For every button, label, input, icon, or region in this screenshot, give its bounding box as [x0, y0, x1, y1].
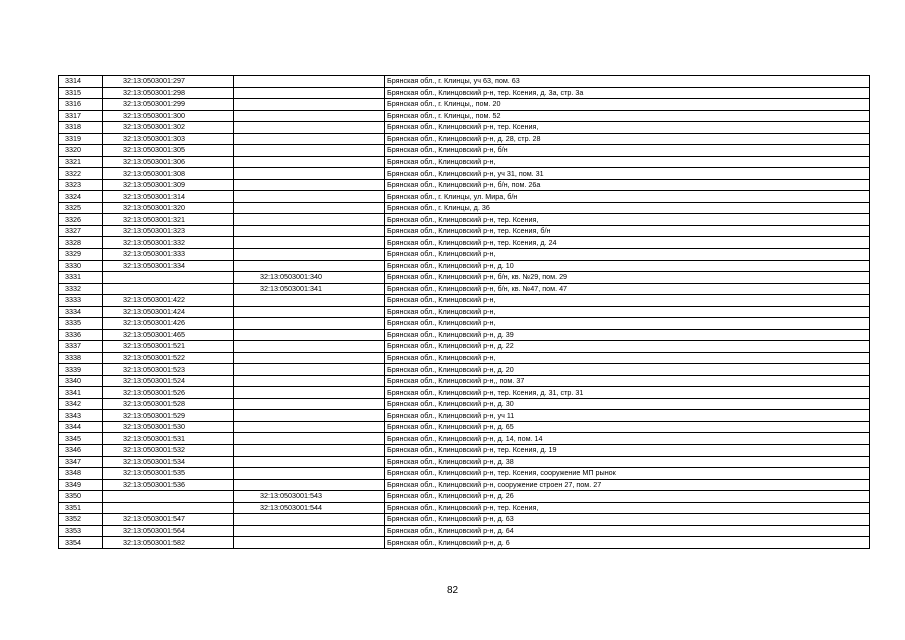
row-number-cell: 3325: [59, 202, 103, 214]
cadastral-number-cell: 32:13:0503001:300: [103, 110, 234, 122]
address-cell: Брянская обл., Клинцовский р-н, тер. Ксения, д. 24: [385, 237, 870, 249]
row-number-cell: 3328: [59, 237, 103, 249]
cadastral-number-cell: 32:13:0503001:521: [103, 341, 234, 353]
linked-cadastral-number-cell: [234, 248, 385, 260]
linked-cadastral-number-cell: 32:13:0503001:543: [234, 491, 385, 503]
table-row: [59, 491, 870, 503]
cadastral-number-cell: [103, 283, 234, 295]
table-row: [59, 99, 870, 111]
table-row: [59, 341, 870, 353]
linked-cadastral-number-cell: [234, 433, 385, 445]
table-row: [59, 537, 870, 549]
cadastral-number-cell: [103, 272, 234, 284]
cadastral-number-cell: 32:13:0503001:422: [103, 295, 234, 307]
address-cell: Брянская обл., Клинцовский р-н, д. 10: [385, 260, 870, 272]
cadastral-number-cell: 32:13:0503001:526: [103, 387, 234, 399]
row-number-cell: 3352: [59, 514, 103, 526]
address-cell: Брянская обл., г. Клинцы, ул. Мира, б/н: [385, 191, 870, 203]
address-cell: Брянская обл., Клинцовский р-н, тер. Ксения, б/н: [385, 225, 870, 237]
row-number-cell: 3345: [59, 433, 103, 445]
address-cell: Брянская обл., Клинцовский р-н,, пом. 37: [385, 375, 870, 387]
table-row: [59, 214, 870, 226]
cadastral-number-cell: 32:13:0503001:321: [103, 214, 234, 226]
row-number-cell: 3339: [59, 364, 103, 376]
linked-cadastral-number-cell: [234, 214, 385, 226]
cadastral-number-cell: 32:13:0503001:306: [103, 156, 234, 168]
table-row: [59, 156, 870, 168]
table-row: [59, 145, 870, 157]
linked-cadastral-number-cell: [234, 202, 385, 214]
row-number-cell: 3338: [59, 352, 103, 364]
table-row: [59, 295, 870, 307]
linked-cadastral-number-cell: [234, 191, 385, 203]
linked-cadastral-number-cell: [234, 168, 385, 180]
linked-cadastral-number-cell: [234, 295, 385, 307]
linked-cadastral-number-cell: [234, 179, 385, 191]
address-cell: Брянская обл., Клинцовский р-н, д. 28, стр. 28: [385, 133, 870, 145]
cadastral-number-cell: 32:13:0503001:535: [103, 468, 234, 480]
linked-cadastral-number-cell: [234, 306, 385, 318]
table-row: [59, 168, 870, 180]
table-row: [59, 479, 870, 491]
table-row: [59, 421, 870, 433]
address-cell: Брянская обл., Клинцовский р-н, уч 11: [385, 410, 870, 422]
cadastral-number-cell: 32:13:0503001:298: [103, 87, 234, 99]
row-number-cell: 3337: [59, 341, 103, 353]
linked-cadastral-number-cell: [234, 341, 385, 353]
row-number-cell: 3320: [59, 145, 103, 157]
cadastral-number-cell: 32:13:0503001:302: [103, 122, 234, 134]
row-number-cell: 3348: [59, 468, 103, 480]
address-cell: Брянская обл., Клинцовский р-н, сооружение строен 27, пом. 27: [385, 479, 870, 491]
table-row: [59, 202, 870, 214]
cadastral-number-cell: 32:13:0503001:465: [103, 329, 234, 341]
address-cell: Брянская обл., Клинцовский р-н, тер. Ксения,: [385, 214, 870, 226]
cadastral-number-cell: [103, 491, 234, 503]
row-number-cell: 3346: [59, 445, 103, 457]
row-number-cell: 3342: [59, 398, 103, 410]
cadastral-number-cell: 32:13:0503001:309: [103, 179, 234, 191]
cadastral-number-cell: 32:13:0503001:308: [103, 168, 234, 180]
cadastral-number-cell: 32:13:0503001:424: [103, 306, 234, 318]
cadastral-number-cell: 32:13:0503001:323: [103, 225, 234, 237]
row-number-cell: 3343: [59, 410, 103, 422]
linked-cadastral-number-cell: [234, 468, 385, 480]
linked-cadastral-number-cell: 32:13:0503001:544: [234, 502, 385, 514]
address-cell: Брянская обл., Клинцовский р-н, б/н, кв. №47, пом. 47: [385, 283, 870, 295]
table-row: [59, 502, 870, 514]
table-row: [59, 179, 870, 191]
table-row: [59, 398, 870, 410]
row-number-cell: 3333: [59, 295, 103, 307]
row-number-cell: 3321: [59, 156, 103, 168]
row-number-cell: 3347: [59, 456, 103, 468]
address-cell: Брянская обл., Клинцовский р-н, б/н: [385, 145, 870, 157]
cadastral-number-cell: [103, 502, 234, 514]
table-row: [59, 122, 870, 134]
table-row: [59, 225, 870, 237]
table-row: [59, 76, 870, 88]
address-cell: Брянская обл., Клинцовский р-н,: [385, 306, 870, 318]
linked-cadastral-number-cell: [234, 110, 385, 122]
row-number-cell: 3329: [59, 248, 103, 260]
address-cell: Брянская обл., Клинцовский р-н, уч 31, пом. 31: [385, 168, 870, 180]
address-cell: Брянская обл., г. Клинцы, уч 63, пом. 63: [385, 76, 870, 88]
linked-cadastral-number-cell: [234, 329, 385, 341]
row-number-cell: 3326: [59, 214, 103, 226]
cadastral-number-cell: 32:13:0503001:582: [103, 537, 234, 549]
cadastral-number-cell: 32:13:0503001:529: [103, 410, 234, 422]
cadastral-number-cell: 32:13:0503001:334: [103, 260, 234, 272]
table-row: [59, 260, 870, 272]
row-number-cell: 3314: [59, 76, 103, 88]
row-number-cell: 3324: [59, 191, 103, 203]
address-cell: Брянская обл., Клинцовский р-н, д. 22: [385, 341, 870, 353]
linked-cadastral-number-cell: 32:13:0503001:341: [234, 283, 385, 295]
row-number-cell: 3327: [59, 225, 103, 237]
cadastral-number-cell: 32:13:0503001:522: [103, 352, 234, 364]
address-cell: Брянская обл., Клинцовский р-н, тер. Ксения, сооружение МП рынок: [385, 468, 870, 480]
linked-cadastral-number-cell: [234, 225, 385, 237]
table-row: [59, 87, 870, 99]
linked-cadastral-number-cell: [234, 456, 385, 468]
address-cell: Брянская обл., Клинцовский р-н, д. 63: [385, 514, 870, 526]
row-number-cell: 3331: [59, 272, 103, 284]
row-number-cell: 3316: [59, 99, 103, 111]
table-row: [59, 133, 870, 145]
row-number-cell: 3340: [59, 375, 103, 387]
table-row: [59, 514, 870, 526]
address-cell: Брянская обл., Клинцовский р-н, д. 6: [385, 537, 870, 549]
address-cell: Брянская обл., Клинцовский р-н, д. 30: [385, 398, 870, 410]
address-cell: Брянская обл., Клинцовский р-н,: [385, 295, 870, 307]
row-number-cell: 3351: [59, 502, 103, 514]
row-number-cell: 3330: [59, 260, 103, 272]
row-number-cell: 3353: [59, 525, 103, 537]
table-row: [59, 237, 870, 249]
cadastral-number-cell: 32:13:0503001:532: [103, 445, 234, 457]
cadastral-number-cell: 32:13:0503001:303: [103, 133, 234, 145]
address-cell: Брянская обл., г. Клинцы,, пом. 20: [385, 99, 870, 111]
address-cell: Брянская обл., Клинцовский р-н, д. 38: [385, 456, 870, 468]
cadastral-number-cell: 32:13:0503001:547: [103, 514, 234, 526]
table-row: [59, 283, 870, 295]
address-cell: Брянская обл., Клинцовский р-н,: [385, 318, 870, 330]
cadastral-table-body: [59, 76, 870, 549]
cadastral-number-cell: 32:13:0503001:299: [103, 99, 234, 111]
cadastral-number-cell: 32:13:0503001:524: [103, 375, 234, 387]
linked-cadastral-number-cell: [234, 514, 385, 526]
linked-cadastral-number-cell: [234, 421, 385, 433]
table-row: [59, 468, 870, 480]
row-number-cell: 3344: [59, 421, 103, 433]
address-cell: Брянская обл., Клинцовский р-н, тер. Ксения,: [385, 122, 870, 134]
row-number-cell: 3354: [59, 537, 103, 549]
linked-cadastral-number-cell: [234, 537, 385, 549]
address-cell: Брянская обл., Клинцовский р-н,: [385, 248, 870, 260]
table-row: [59, 364, 870, 376]
linked-cadastral-number-cell: [234, 525, 385, 537]
row-number-cell: 3318: [59, 122, 103, 134]
address-cell: Брянская обл., Клинцовский р-н, д. 20: [385, 364, 870, 376]
row-number-cell: 3349: [59, 479, 103, 491]
row-number-cell: 3317: [59, 110, 103, 122]
table-row: [59, 110, 870, 122]
linked-cadastral-number-cell: [234, 398, 385, 410]
table-row: [59, 352, 870, 364]
cadastral-number-cell: 32:13:0503001:332: [103, 237, 234, 249]
address-cell: Брянская обл., Клинцовский р-н, д. 65: [385, 421, 870, 433]
table-row: [59, 306, 870, 318]
linked-cadastral-number-cell: [234, 352, 385, 364]
row-number-cell: 3336: [59, 329, 103, 341]
linked-cadastral-number-cell: [234, 387, 385, 399]
page-number: 82: [446, 585, 459, 596]
table-row: [59, 329, 870, 341]
table-row: [59, 387, 870, 399]
cadastral-number-cell: 32:13:0503001:333: [103, 248, 234, 260]
address-cell: Брянская обл., Клинцовский р-н,: [385, 156, 870, 168]
table-row: [59, 191, 870, 203]
cadastral-number-cell: 32:13:0503001:528: [103, 398, 234, 410]
table-row: [59, 375, 870, 387]
linked-cadastral-number-cell: [234, 145, 385, 157]
table-row: [59, 525, 870, 537]
cadastral-number-cell: 32:13:0503001:320: [103, 202, 234, 214]
linked-cadastral-number-cell: [234, 375, 385, 387]
table-row: [59, 410, 870, 422]
row-number-cell: 3335: [59, 318, 103, 330]
cadastral-number-cell: 32:13:0503001:536: [103, 479, 234, 491]
linked-cadastral-number-cell: [234, 445, 385, 457]
cadastral-number-cell: 32:13:0503001:314: [103, 191, 234, 203]
address-cell: Брянская обл., Клинцовский р-н, б/н, пом. 26а: [385, 179, 870, 191]
linked-cadastral-number-cell: [234, 156, 385, 168]
address-cell: Брянская обл., Клинцовский р-н, тер. Ксения,: [385, 502, 870, 514]
cadastral-table: [58, 75, 870, 549]
cadastral-number-cell: 32:13:0503001:531: [103, 433, 234, 445]
row-number-cell: 3315: [59, 87, 103, 99]
linked-cadastral-number-cell: [234, 318, 385, 330]
cadastral-number-cell: 32:13:0503001:426: [103, 318, 234, 330]
linked-cadastral-number-cell: [234, 122, 385, 134]
table-row: [59, 456, 870, 468]
row-number-cell: 3322: [59, 168, 103, 180]
row-number-cell: 3332: [59, 283, 103, 295]
address-cell: Брянская обл., Клинцовский р-н, тер. Ксения, д. 3а, стр. 3а: [385, 87, 870, 99]
address-cell: Брянская обл., г. Клинцы,, пом. 52: [385, 110, 870, 122]
row-number-cell: 3334: [59, 306, 103, 318]
table-row: [59, 445, 870, 457]
address-cell: Брянская обл., Клинцовский р-н, д. 39: [385, 329, 870, 341]
linked-cadastral-number-cell: [234, 364, 385, 376]
table-row: [59, 318, 870, 330]
address-cell: Брянская обл., Клинцовский р-н, б/н, кв. №29, пом. 29: [385, 272, 870, 284]
row-number-cell: 3323: [59, 179, 103, 191]
row-number-cell: 3350: [59, 491, 103, 503]
table-row: [59, 248, 870, 260]
linked-cadastral-number-cell: [234, 237, 385, 249]
table-row: [59, 272, 870, 284]
linked-cadastral-number-cell: [234, 99, 385, 111]
table-row: [59, 433, 870, 445]
linked-cadastral-number-cell: [234, 87, 385, 99]
row-number-cell: 3341: [59, 387, 103, 399]
address-cell: Брянская обл., г. Клинцы, д. 36: [385, 202, 870, 214]
address-cell: Брянская обл., Клинцовский р-н, д. 14, пом. 14: [385, 433, 870, 445]
address-cell: Брянская обл., Клинцовский р-н, д. 26: [385, 491, 870, 503]
linked-cadastral-number-cell: [234, 479, 385, 491]
address-cell: Брянская обл., Клинцовский р-н, тер. Ксения, д. 31, стр. 31: [385, 387, 870, 399]
linked-cadastral-number-cell: 32:13:0503001:340: [234, 272, 385, 284]
cadastral-number-cell: 32:13:0503001:534: [103, 456, 234, 468]
row-number-cell: 3319: [59, 133, 103, 145]
linked-cadastral-number-cell: [234, 133, 385, 145]
linked-cadastral-number-cell: [234, 76, 385, 88]
cadastral-number-cell: 32:13:0503001:523: [103, 364, 234, 376]
cadastral-number-cell: 32:13:0503001:530: [103, 421, 234, 433]
cadastral-number-cell: 32:13:0503001:297: [103, 76, 234, 88]
address-cell: Брянская обл., Клинцовский р-н, д. 64: [385, 525, 870, 537]
address-cell: Брянская обл., Клинцовский р-н, тер. Ксения, д. 19: [385, 445, 870, 457]
cadastral-number-cell: 32:13:0503001:305: [103, 145, 234, 157]
linked-cadastral-number-cell: [234, 260, 385, 272]
address-cell: Брянская обл., Клинцовский р-н,: [385, 352, 870, 364]
cadastral-number-cell: 32:13:0503001:564: [103, 525, 234, 537]
linked-cadastral-number-cell: [234, 410, 385, 422]
